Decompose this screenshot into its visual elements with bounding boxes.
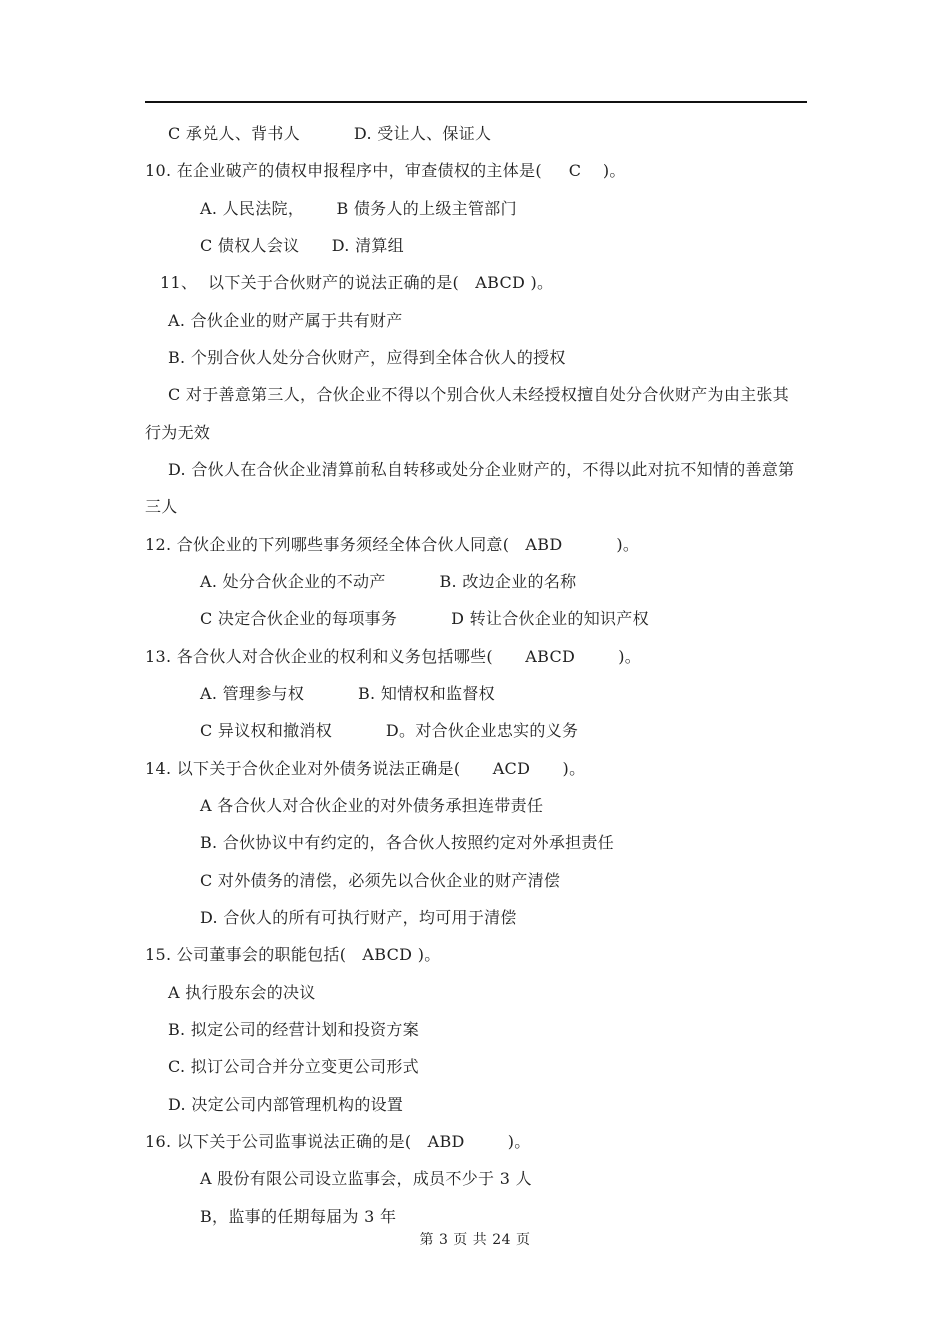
q11-option-d-cont: 三人 bbox=[145, 497, 178, 516]
q13-options-ab: A. 管理参与权 B. 知情权和监督权 bbox=[200, 684, 495, 703]
q11-question: 11、 以下关于合伙财产的说法正确的是( ABCD )。 bbox=[160, 273, 554, 292]
q16-option-a: A 股份有限公司设立监事会，成员不少于 3 人 bbox=[200, 1169, 532, 1188]
q10-question: 10. 在企业破产的债权申报程序中，审查债权的主体是( C )。 bbox=[145, 161, 626, 180]
q11-option-d: D. 合伙人在合伙企业清算前私自转移或处分企业财产的，不得以此对抗不知情的善意第 bbox=[168, 460, 795, 479]
q10-options-cd: C 债权人会议 D. 清算组 bbox=[200, 236, 404, 255]
q13-options-cd: C 异议权和撤消权 D。对合伙企业忠实的义务 bbox=[200, 721, 579, 740]
q11-option-a: A. 合伙企业的财产属于共有财产 bbox=[168, 311, 403, 330]
q14-question: 14. 以下关于合伙企业对外债务说法正确是( ACD )。 bbox=[145, 759, 586, 778]
q12-question: 12. 合伙企业的下列哪些事务须经全体合伙人同意( ABD )。 bbox=[145, 535, 640, 554]
q12-options-cd: C 决定合伙企业的每项事务 D 转让合伙企业的知识产权 bbox=[200, 609, 649, 628]
page-footer: 第 3 页 共 24 页 bbox=[419, 1232, 531, 1248]
q11-option-c-cont: 行为无效 bbox=[145, 423, 211, 442]
q14-option-d: D. 合伙人的所有可执行财产，均可用于清偿 bbox=[200, 908, 517, 927]
q15-option-c: C. 拟订公司合并分立变更公司形式 bbox=[168, 1057, 419, 1076]
q11-option-b: B. 个别合伙人处分合伙财产，应得到全体合伙人的授权 bbox=[168, 348, 566, 367]
q15-option-a: A 执行股东会的决议 bbox=[168, 983, 316, 1002]
q15-question: 15. 公司董事会的职能包括( ABCD )。 bbox=[145, 945, 441, 964]
q14-option-c: C 对外债务的清偿，必须先以合伙企业的财产清偿 bbox=[200, 871, 561, 890]
q16-question: 16. 以下关于公司监事说法正确的是( ABD )。 bbox=[145, 1132, 531, 1151]
q13-question: 13. 各合伙人对合伙企业的权利和义务包括哪些( ABCD )。 bbox=[145, 647, 642, 666]
q15-option-b: B. 拟定公司的经营计划和投资方案 bbox=[168, 1020, 420, 1039]
q11-option-c: C 对于善意第三人，合伙企业不得以个别合伙人未经授权擅自处分合伙财产为由主张其 bbox=[168, 385, 790, 404]
q14-option-a: A 各合伙人对合伙企业的对外债务承担连带责任 bbox=[200, 796, 544, 815]
q9-options-cd: C 承兑人、背书人 D. 受让人、保证人 bbox=[168, 124, 492, 143]
q10-options-ab: A. 人民法院， B 债务人的上级主管部门 bbox=[200, 199, 517, 218]
q12-options-ab: A. 处分合伙企业的不动产 B. 改边企业的名称 bbox=[200, 572, 577, 591]
header-rule bbox=[145, 101, 807, 103]
q15-option-d: D. 决定公司内部管理机构的设置 bbox=[168, 1095, 404, 1114]
q14-option-b: B. 合伙协议中有约定的，各合伙人按照约定对外承担责任 bbox=[200, 833, 615, 852]
q16-option-b: B，监事的任期每届为 3 年 bbox=[200, 1207, 397, 1226]
